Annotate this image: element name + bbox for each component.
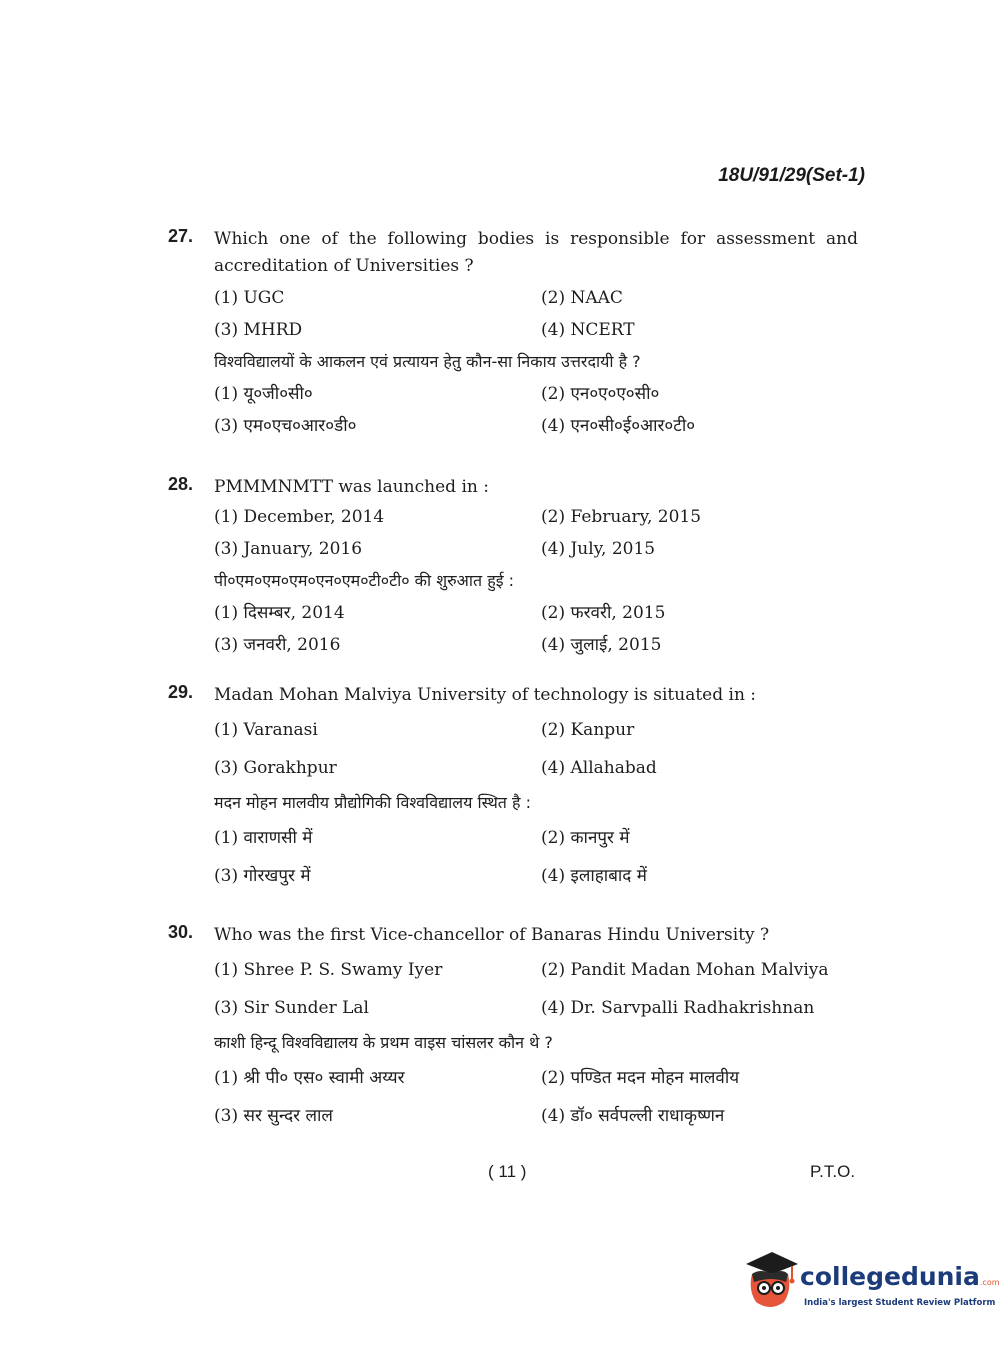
options-english — [214, 501, 858, 565]
option-2: (2) NAAC — [541, 288, 623, 308]
option-3-hindi: (3) एम०एच०आर०डी० — [214, 416, 357, 436]
option-1: (1) UGC — [214, 288, 285, 308]
question-text-hindi: विश्वविद्यालयों के आकलन एवं प्रत्यायन हेतु कौन-सा निकाय उत्तरदायी है ? — [214, 352, 641, 371]
question-27 — [168, 226, 858, 442]
option-3: (3) Gorakhpur — [214, 758, 337, 778]
option-4-hindi: (4) डॉ० सर्वपल्ली राधाकृष्णन — [541, 1106, 725, 1126]
option-1-hindi: (1) श्री पी० एस० स्वामी अय्यर — [214, 1068, 405, 1088]
options-hindi — [214, 819, 858, 895]
option-3: (3) MHRD — [214, 320, 303, 340]
question-text: Madan Mohan Malviya University of technology is situated in : — [214, 685, 757, 705]
option-3-hindi: (3) गोरखपुर में — [214, 866, 311, 886]
options-hindi — [214, 378, 858, 442]
option-2: (2) Pandit Madan Mohan Malviya — [541, 960, 829, 980]
option-4: (4) July, 2015 — [541, 539, 656, 559]
option-2-hindi: (2) फरवरी, 2015 — [541, 603, 666, 623]
question-30 — [168, 922, 858, 1135]
question-number: 28. — [168, 474, 194, 494]
option-4-hindi: (4) एन०सी०ई०आर०टी० — [541, 416, 696, 436]
option-3-hindi: (3) सर सुन्दर लाल — [214, 1106, 333, 1126]
option-4: (4) NCERT — [541, 320, 635, 340]
pto-label: P.T.O. — [810, 1162, 856, 1181]
option-1: (1) December, 2014 — [214, 507, 385, 527]
option-1-hindi: (1) वाराणसी में — [214, 828, 313, 848]
option-3: (3) Sir Sunder Lal — [214, 998, 369, 1018]
option-4: (4) Allahabad — [541, 758, 657, 778]
option-2-hindi: (2) कानपुर में — [541, 828, 630, 848]
options-hindi — [214, 1059, 858, 1135]
logo-name-text: collegedunia — [800, 1262, 980, 1291]
mascot-icon — [742, 1250, 800, 1314]
question-28 — [168, 474, 858, 661]
option-4-hindi: (4) जुलाई, 2015 — [541, 635, 662, 655]
logo-tagline: India's largest Student Review Platform — [804, 1298, 996, 1308]
options-english — [214, 282, 858, 346]
question-number: 27. — [168, 226, 194, 246]
option-1: (1) Shree P. S. Swamy Iyer — [214, 960, 443, 980]
question-number: 30. — [168, 922, 194, 942]
question-text: Which one of the following bodies is responsible for assessment and accreditation of Universities ? — [214, 229, 858, 276]
option-1-hindi: (1) दिसम्बर, 2014 — [214, 603, 345, 623]
option-3: (3) January, 2016 — [214, 539, 363, 559]
logo-wordmark — [800, 1262, 1000, 1291]
options-english — [214, 711, 858, 787]
option-3-hindi: (3) जनवरी, 2016 — [214, 635, 341, 655]
question-text-hindi: पी०एम०एम०एम०एन०एम०टी०टी० की शुरुआत हुई : — [214, 571, 515, 590]
question-29 — [168, 682, 858, 895]
collegedunia-logo — [742, 1248, 1000, 1318]
option-2: (2) Kanpur — [541, 720, 635, 740]
page-number: ( 11 ) — [488, 1162, 527, 1181]
option-1-hindi: (1) यू०जी०सी० — [214, 384, 313, 404]
logo-suffix: .com — [979, 1278, 1000, 1287]
options-english — [214, 951, 858, 1027]
question-number: 29. — [168, 682, 194, 702]
option-2: (2) February, 2015 — [541, 507, 702, 527]
question-text: Who was the first Vice-chancellor of Banaras Hindu University ? — [214, 925, 770, 945]
option-2-hindi: (2) पण्डित मदन मोहन मालवीय — [541, 1068, 740, 1088]
options-hindi — [214, 597, 858, 661]
paper-code: 18U/91/29(Set-1) — [718, 165, 865, 186]
option-2-hindi: (2) एन०ए०ए०सी० — [541, 384, 660, 404]
option-4: (4) Dr. Sarvpalli Radhakrishnan — [541, 998, 815, 1018]
option-1: (1) Varanasi — [214, 720, 318, 740]
question-text-hindi: काशी हिन्दू विश्वविद्यालय के प्रथम वाइस चांसलर कौन थे ? — [214, 1033, 553, 1052]
question-text-hindi: मदन मोहन मालवीय प्रौद्योगिकी विश्वविद्यालय स्थित है : — [214, 793, 531, 812]
question-text: PMMMNMTT was launched in : — [214, 477, 489, 497]
option-4-hindi: (4) इलाहाबाद में — [541, 866, 647, 886]
